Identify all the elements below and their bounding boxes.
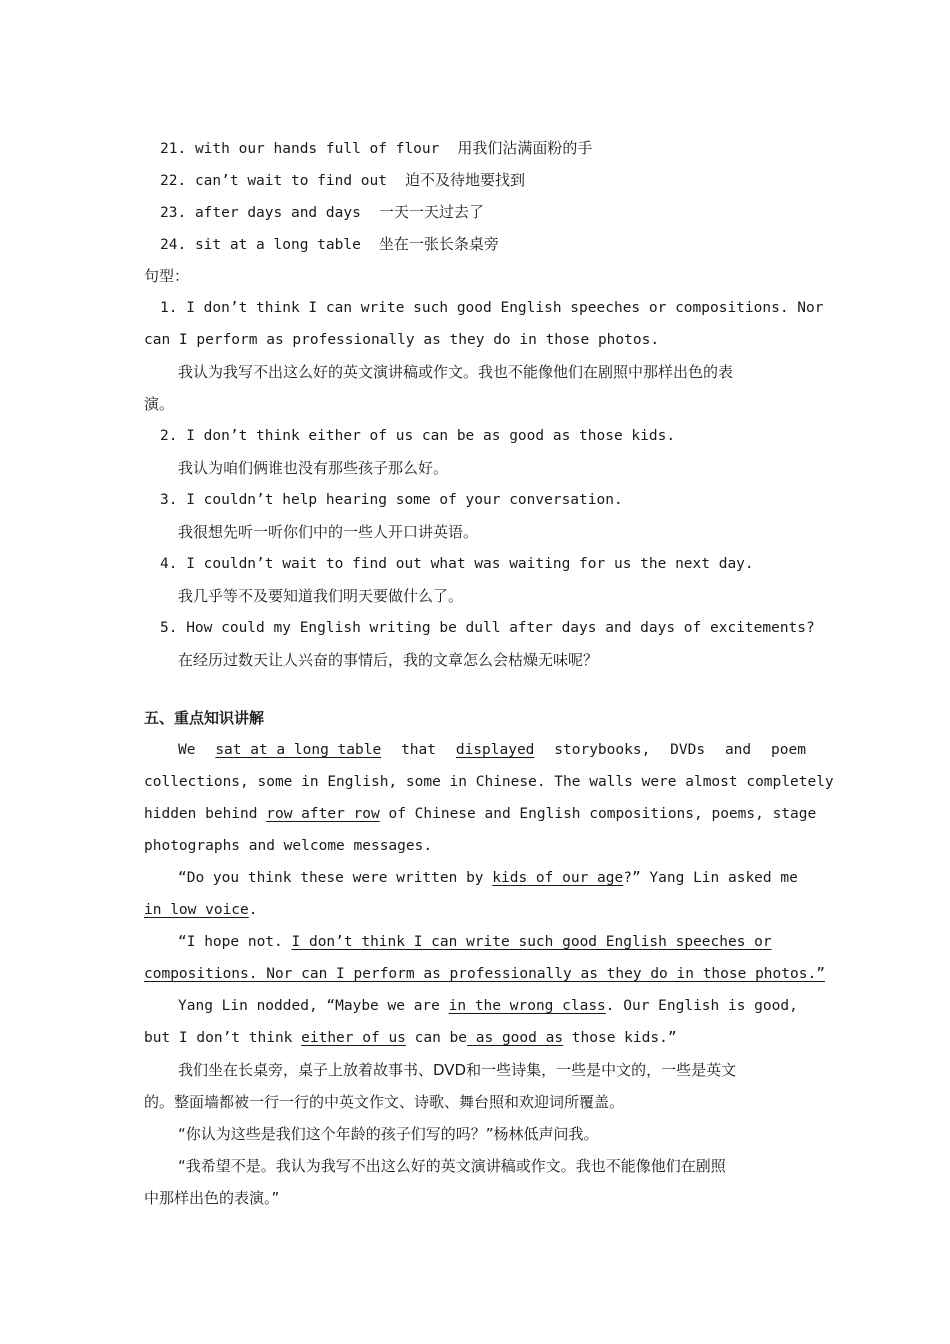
key-phrase: kids of our age — [492, 870, 624, 886]
phrase-chinese: 坐在一张长条桌旁 — [378, 235, 499, 253]
document-page — [144, 132, 834, 1214]
sentences-heading: 句型： — [144, 267, 190, 285]
phrase-number: 24. — [160, 237, 187, 253]
section-heading: 五、重点知识讲解 — [144, 709, 265, 727]
sentence-chinese-continued: 演。 — [144, 395, 175, 413]
phrase-english: after days and days — [194, 205, 361, 221]
phrase-chinese: 一天一天过去了 — [378, 203, 484, 221]
sentence-number: 2. — [160, 428, 178, 444]
translation-line: 我们坐在长桌旁，桌子上放着故事书、DVD和一些诗集，一些是中文的，一些是英文 — [178, 1061, 737, 1079]
passage-line — [144, 926, 806, 958]
passage-text: “Do you think these were written by — [178, 870, 484, 886]
key-phrase: in low voice — [144, 902, 249, 918]
sentence-chinese: 在经历过数天让人兴奋的事情后，我的文章怎么会枯燥无味呢？ — [178, 651, 599, 669]
phrase-item — [144, 196, 806, 228]
sentence-number: 3. — [160, 492, 178, 508]
passage-word: storybooks, — [554, 742, 651, 758]
passage-text: Yang Lin nodded, “Maybe we are — [178, 998, 440, 1014]
key-phrase: row after row — [266, 806, 380, 822]
translation-line: 的。整面墙都被一行一行的中英文作文、诗歌、舞台照和欢迎词所覆盖。 — [144, 1093, 625, 1111]
passage-line — [144, 958, 825, 990]
passage-text: . — [248, 902, 258, 918]
key-phrase: compositions. Nor can I perform as professionally as they do in those photos.” — [144, 966, 825, 982]
passage-line — [144, 798, 817, 830]
passage-text: ?” Yang Lin asked me — [623, 870, 798, 886]
passage-text: “I hope not. — [178, 934, 283, 950]
passage-line: photographs and welcome messages. — [144, 838, 433, 854]
passage-word: that — [401, 742, 436, 758]
passage-line: collections, some in English, some in Chinese. The walls were almost completely — [144, 774, 834, 790]
phrase-item — [144, 164, 806, 196]
phrase-item — [144, 228, 806, 260]
key-phrase: sat at a long table — [215, 742, 382, 758]
passage-line — [144, 990, 806, 1022]
sentence-number: 1. — [160, 300, 178, 316]
sentence-english — [144, 612, 815, 644]
key-phrase: displayed — [455, 742, 535, 758]
sentence-english-continued: can I perform as professionally as they do in those photos. — [144, 332, 660, 348]
sentence-text: I couldn’t wait to find out what was waiting for us the next day. — [186, 556, 754, 572]
key-phrase: either of us — [301, 1030, 406, 1046]
translation-line: “你认为这些是我们这个年龄的孩子们写的吗？”杨林低声问我。 — [178, 1125, 599, 1143]
sentence-text: I don’t think either of us can be as good as those kids. — [186, 428, 676, 444]
phrase-english: sit at a long table — [194, 237, 361, 253]
translation-line: 中那样出色的表演。” — [144, 1189, 280, 1207]
phrase-item — [144, 132, 806, 164]
sentence-number: 4. — [160, 556, 178, 572]
passage-text: hidden behind — [144, 806, 258, 822]
phrase-number: 23. — [160, 205, 187, 221]
phrase-number: 21. — [160, 141, 187, 157]
passage-line — [144, 734, 806, 766]
passage-text: but I don’t think — [144, 1030, 293, 1046]
sentence-text: I don’t think I can write such good English speeches or compositions. Nor — [186, 300, 824, 316]
sentence-chinese: 我很想先听一听你们中的一些人开口讲英语。 — [178, 523, 479, 541]
passage-text: can be — [414, 1030, 468, 1046]
passage-text: of Chinese and English compositions, poems, stage — [388, 806, 817, 822]
phrase-english: can’t wait to find out — [194, 173, 387, 189]
passage-line — [144, 862, 806, 894]
passage-text: . Our English is good, — [605, 998, 798, 1014]
translation-line: “我希望不是。我认为我写不出这么好的英文演讲稿或作文。我也不能像他们在剧照 — [178, 1157, 726, 1175]
passage-text: those kids.” — [563, 1030, 677, 1046]
passage-line — [144, 1022, 806, 1054]
key-phrase: in the wrong class — [448, 998, 606, 1014]
sentence-english — [144, 548, 806, 580]
passage-word: We — [178, 742, 196, 758]
passage-word: poem — [771, 742, 806, 758]
passage-word: and — [724, 742, 752, 758]
section-spacer — [144, 676, 806, 702]
sentence-english — [144, 484, 806, 516]
passage-word: DVDs — [670, 742, 706, 758]
phrase-chinese: 用我们沾满面粉的手 — [457, 139, 593, 157]
phrase-english: with our hands full of flour — [194, 141, 440, 157]
key-phrase: I don’t think I can write such good English speeches or — [291, 934, 772, 950]
sentence-number: 5. — [160, 620, 178, 636]
sentence-text: I couldn’t help hearing some of your conversation. — [186, 492, 623, 508]
passage-line — [144, 894, 806, 926]
sentence-english — [144, 420, 806, 452]
sentence-chinese: 我认为咱们俩谁也没有那些孩子那么好。 — [178, 459, 449, 477]
key-phrase: as good as — [467, 1030, 564, 1046]
phrase-number: 22. — [160, 173, 187, 189]
phrase-chinese: 迫不及待地要找到 — [405, 171, 526, 189]
sentence-english — [144, 292, 824, 324]
sentence-chinese: 我几乎等不及要知道我们明天要做什么了。 — [178, 587, 464, 605]
sentence-chinese: 我认为我写不出这么好的英文演讲稿或作文。我也不能像他们在剧照中那样出色的表 — [178, 363, 734, 381]
sentence-text: How could my English writing be dull after days and days of excitements? — [186, 620, 815, 636]
